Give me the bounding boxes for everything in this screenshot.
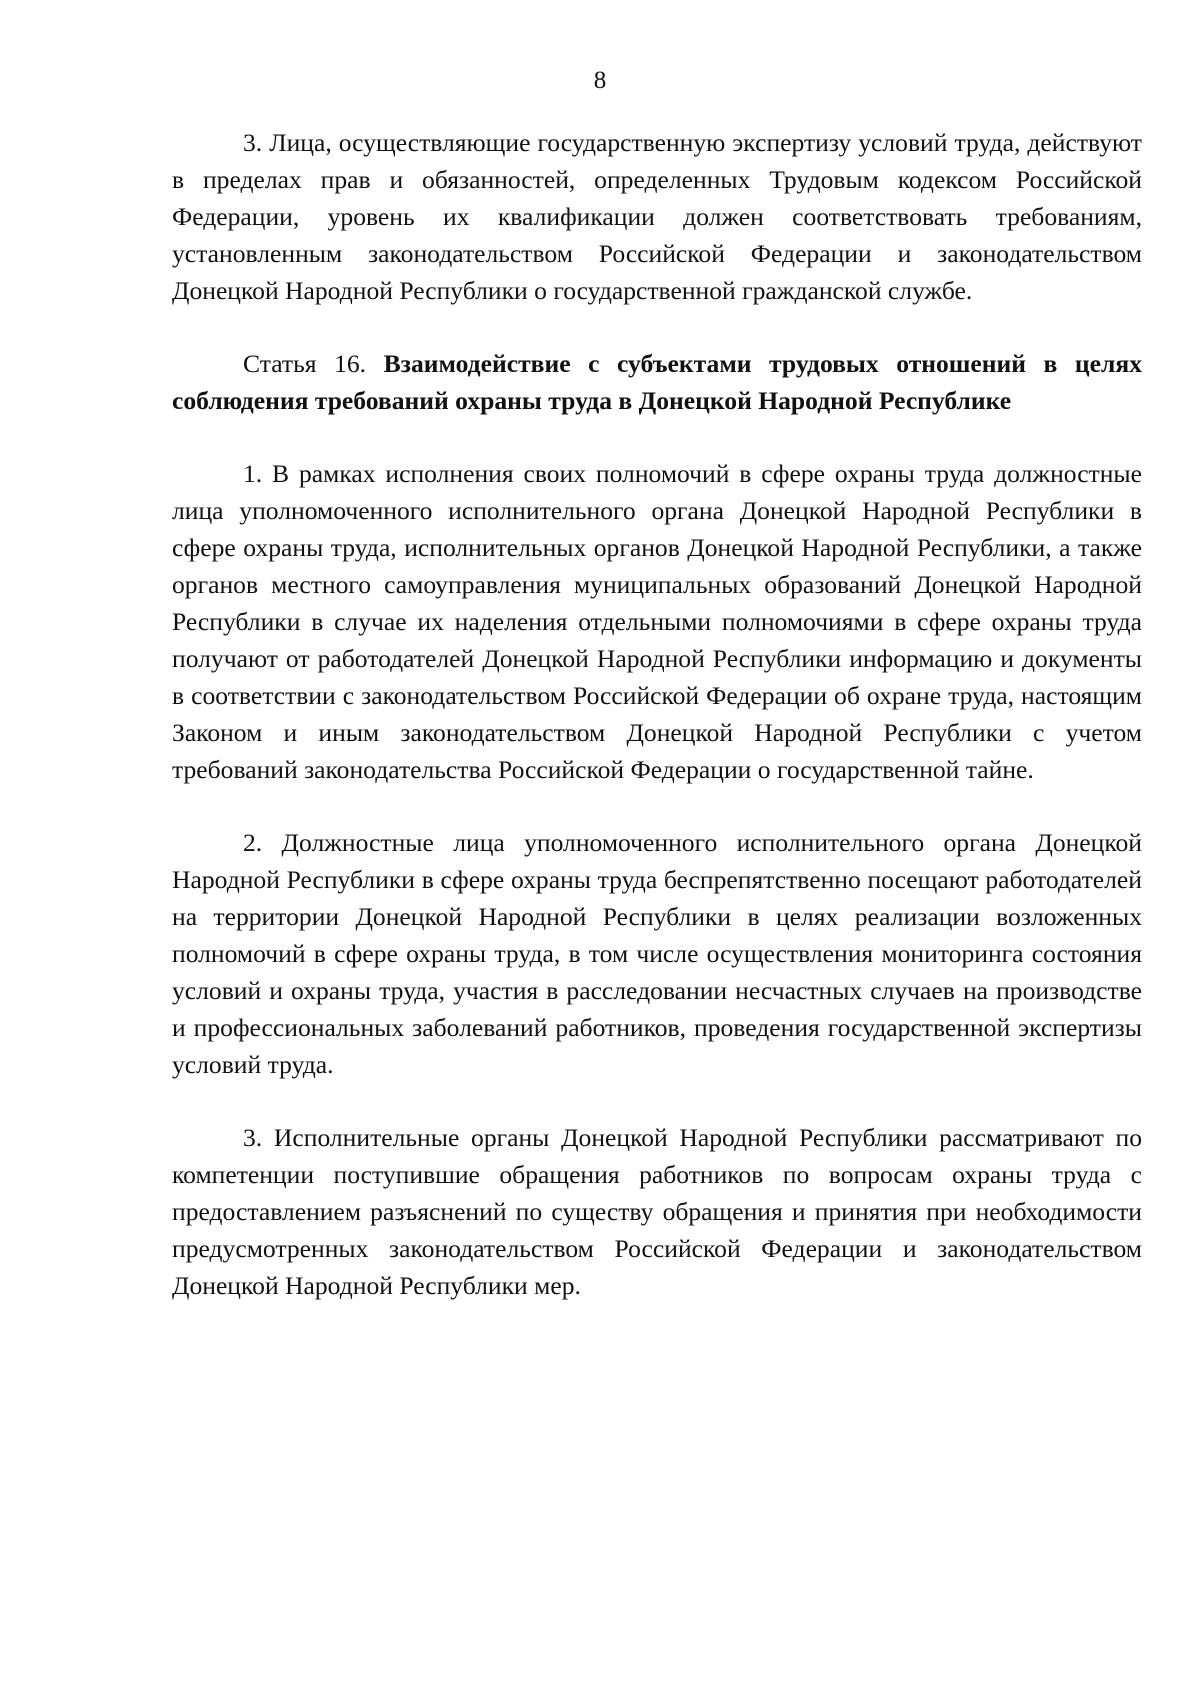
paragraph-section-15-item-3: 3. Лица, осуществляющие государственную экспертизу условий труда, действуют в пределах прав и обязанностей, определенных Трудовым кодексом Российской Федерации, уровень их квалификации должен соответствовать требованиям, установленным законодательством Российской Федерации и законодательством Донецкой Народной Республики о государственной гражданской службе. [172, 128, 1142, 305]
article-label: Статья 16. [243, 349, 367, 378]
article-paragraph-1: 1. В рамках исполнения своих полномочий в сфере охраны труда должностные лица уполномоченного исполнительного органа Донецкой Народной Республики в сфере охраны труда, исполнительных органов Донецкой Народной Республики, а также органов местного самоуправления муниципальных образований Донецкой Народной Республики в случае их наделения отдельными полномочиями в сфере охраны труда получают от работодателей Донецкой Народной Республики информацию и документы в соответствии с законодательством Российской Федерации об охране труда, настоящим Законом и иным законодательством Донецкой Народной Республики с учетом требований законодательства Российской Федерации о государственной тайне. [172, 459, 1142, 784]
article-paragraph-2: 2. Должностные лица уполномоченного исполнительного органа Донецкой Народной Республики в сфере охраны труда беспрепятственно посещают работодателей на территории Донецкой Народной Республики в целях реализации возложенных полномочий в сфере охраны труда, в том числе осуществления мониторинга состояния условий и охраны труда, участия в расследовании несчастных случаев на производстве и профессиональных заболеваний работников, проведения государственной экспертизы условий труда. [172, 828, 1142, 1079]
paragraph-spacer [172, 419, 1142, 455]
paragraph-spacer [172, 1083, 1142, 1119]
document-body [172, 124, 1142, 1304]
paragraph-spacer [172, 309, 1142, 345]
article-paragraph-3: 3. Исполнительные органы Донецкой Народной Республики рассматривают по компетенции поступившие обращения работников по вопросам охраны труда с предоставлением разъяснений по существу обращения и принятия при необходимости предусмотренных законодательством Российской Федерации и законодательством Донецкой Народной Республики мер. [172, 1123, 1142, 1300]
paragraph-spacer [172, 788, 1142, 824]
page-number: 8 [593, 67, 607, 94]
article-title: Взаимодействие с субъектами трудовых отношений в целях соблюдения требований охраны труда в Донецкой Народной Республике [172, 349, 1142, 415]
article-heading [172, 345, 1142, 419]
